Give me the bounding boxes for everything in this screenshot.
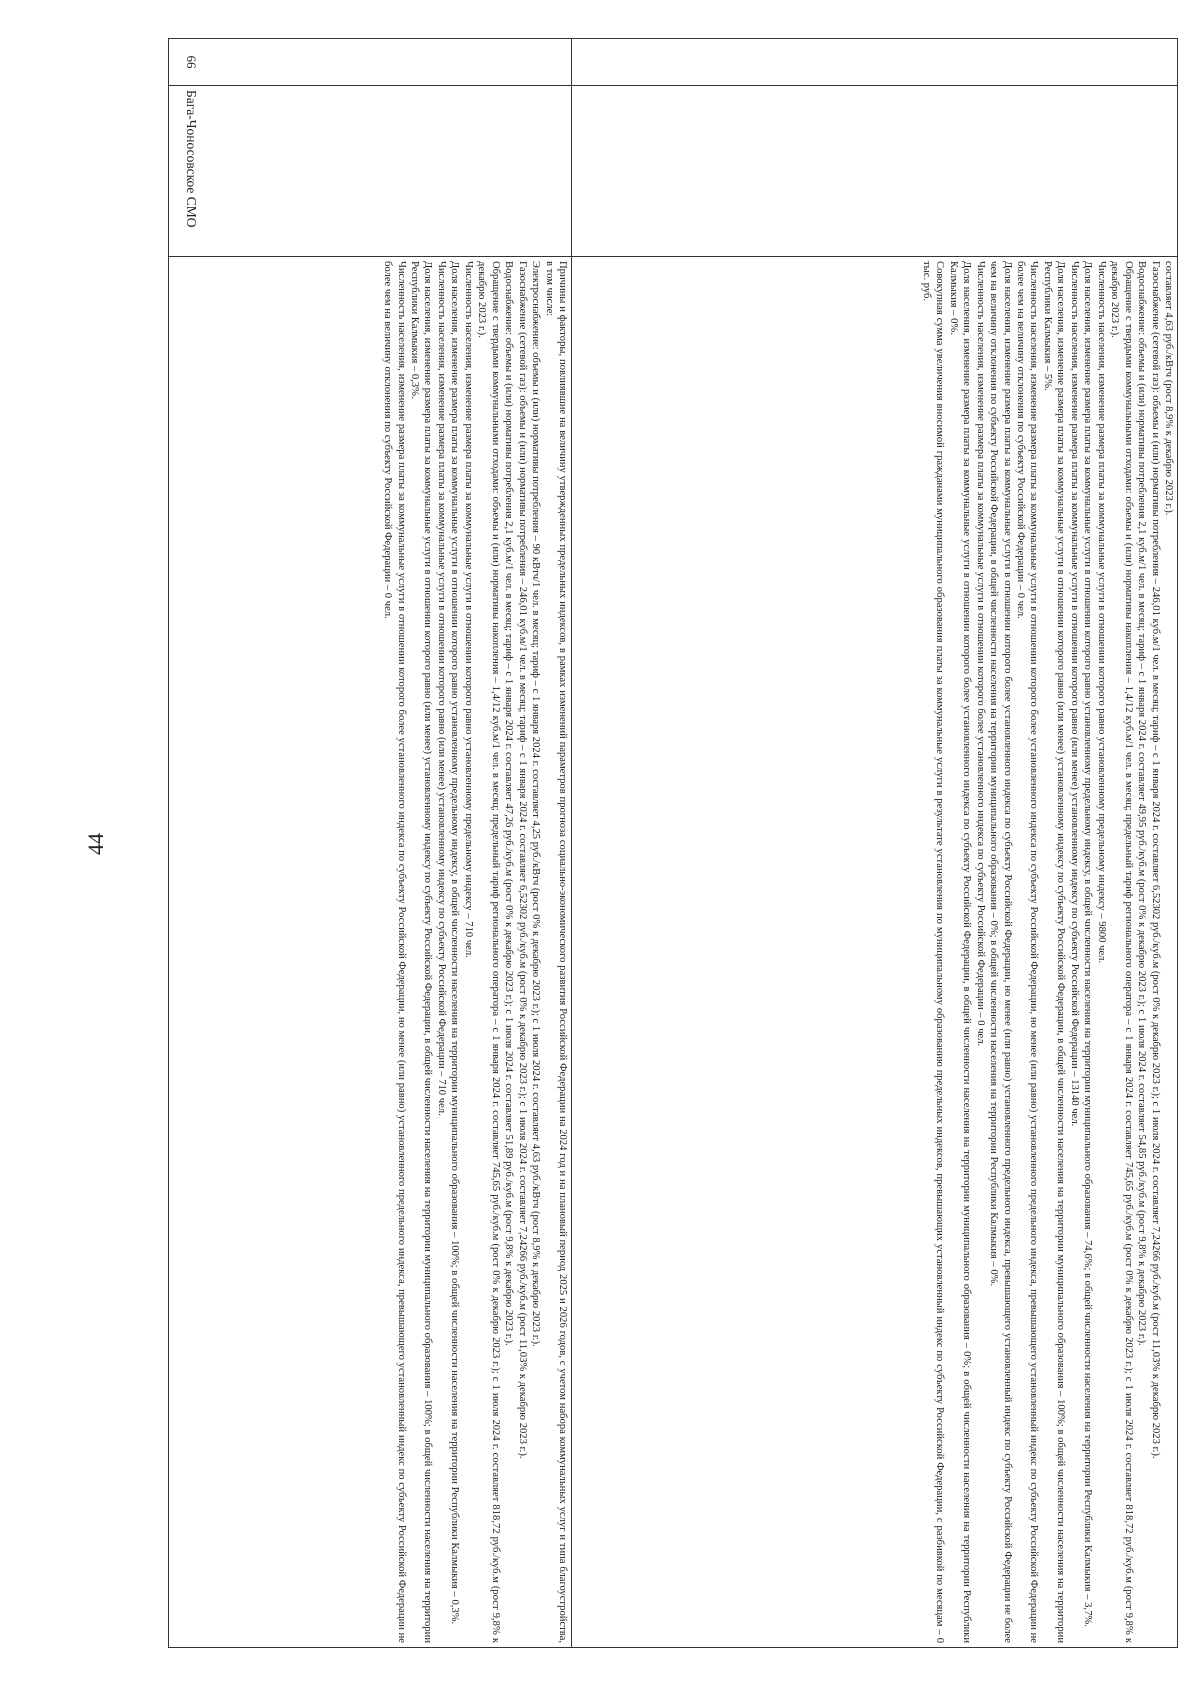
description-line: Численность населения, изменение размера платы за коммунальные услуги в отношении которого более установленного индекса по субъекту Российской Федерации, но менее (или равно) установленного предельного индекса, превышающего установленный индекс по субъекту Российской Федерации не более чем на величину отклонения по субъекту Российской Федерации – 0 чел. xyxy=(382,261,407,1643)
description-line: Водоснабжение: объемы и (или) нормативы потребления 2,1 куб.м/1 чел. в месяц; тариф – с 1 января 2024 г. составляет 47,26 руб./куб.м (рост 0% к декабрю 2023 г.); с 1 июля 2024 г. составляет 51,89 руб./куб.м (рост 9,8% к декабрю 2023 г.). xyxy=(503,261,515,1346)
description-line: Доля населения, изменение размера платы за коммунальные услуги в отношении которого равно (или менее) установленному индексу по субъекту Российской Федерации, в общей численности населения на территории муниципального образования – 100%; в общей численности населения на территории Республики Калмыкия – 5%. xyxy=(1041,261,1067,1643)
municipal-indices-table xyxy=(168,38,1178,1648)
description-line: Численность населения, изменение размера платы за коммунальные услуги в отношении которого равно установленному предельному индексу – 9800 чел. xyxy=(1095,261,1107,964)
description-line: составляет 4,63 руб./кВтч (рост 8,9% к декабрю 2023 г.). xyxy=(1163,261,1174,516)
row-number-cell xyxy=(572,39,1178,86)
indices-description-cell xyxy=(169,257,572,1648)
description-line: Доля населения, изменение размера платы за коммунальные услуги в отношении которого равно установленному предельному индексу, в общей численности населения на территории муниципального образования – 100%; в общей численности населения на территории Республики Калмыкия – 0,3%. xyxy=(449,261,461,1625)
description-line: Обращение с твердыми коммунальными отходами: объемы и (или) нормативы накопления – 1,4/12 куб.м/1 чел. в месяц; предельный тариф регионального оператора – с 1 января 2024 г. составляет 745,65 руб./куб.м (рост 0% к декабрю 2023 г.); с 1 июля 2024 г. составляет 818,72 руб./куб.м (рост 9,8% к декабрю 2023 г.). xyxy=(1109,261,1134,1643)
description-line: Причины и факторы, повлиявшие на величину утвержденных предельных индексов, в рамках изменений параметров прогноза социально-экономического развития Российской Федерации на 2024 год и на плановый период 2025 и 2026 годов, с учетом набора коммунальных услуг и типа благоустройства, в том числе: xyxy=(543,261,568,1643)
page-number: 44 xyxy=(83,833,108,855)
rotated-table-container xyxy=(168,38,1178,1648)
description-line: Совокупная сумма увеличения вносимой гражданами муниципального образования платы за коммунальные услуги в результате установления по муниципальному образованию предельных индексов, превышающих установленный индекс по субъекту Российской Федерации, с разбивкой по месяцам – 0 тыс. руб. xyxy=(920,261,946,1643)
table-row xyxy=(169,39,572,1648)
description-line: Газоснабжение (сетевой газ): объемы и (или) нормативы потребления – 246,01 куб.м/1 чел. в месяц; тариф – с 1 января 2024 г. составляет 6,52302 руб./куб.м (рост 0% к декабрю 2023 г.); с 1 июля 2024 г. составляет 7,24266 руб./куб.м (рост 11,03% к декабрю 2023 г.). xyxy=(1149,261,1161,1459)
description-line: Электроснабжение: объемы и (или) нормативы потребления – 90 кВтч/1 чел. в месяц; тариф – с 1 января 2024 г. составляет 4,25 руб./кВтч (рост 0% к декабрю 2023 г.); с 1 июля 2024 г. составляет 4,63 руб./кВтч (рост 8,9% к декабрю 2023 г.). xyxy=(530,261,542,1347)
description-line: Обращение с твердыми коммунальными отходами: объемы и (или) нормативы накопления – 1,4/12 куб.м/1 чел. в месяц; предельный тариф регионального оператора – с 1 января 2024 г. составляет 745,65 руб./куб.м (рост 0% к декабрю 2023 г.); с 1 июля 2024 г. составляет 818,72 руб./куб.м (рост 9,8% к декабрю 2023 г.). xyxy=(476,261,501,1643)
description-line: Численность населения, изменение размера платы за коммунальные услуги в отношении которого равно (или менее) установленному индексу по субъекту Российской Федерации – 13140 чел. xyxy=(1068,261,1080,1127)
description-line: Численность населения, изменение размера платы за коммунальные услуги в отношении которого более установленного индекса по субъекту Российской Федерации, но менее (или равно) установленного предельного индекса, превышающего установленный индекс по субъекту Российской Федерации не более чем на величину отклонения по субъекту Российской Федерации – 0 чел. xyxy=(1015,261,1040,1643)
description-line: Доля населения, изменение размера платы за коммунальные услуги в отношении которого равно (или менее) установленному индексу по субъекту Российской Федерации, в общей численности населения на территории муниципального образования – 100%; в общей численности населения на территории Республики Калмыкия – 0,3%. xyxy=(409,261,434,1643)
description-line: Численность населения, изменение размера платы за коммунальные услуги в отношении которого равно (или менее) установленному индексу по субъекту Российской Федерации – 710 чел. xyxy=(435,261,447,1116)
description-line: Доля населения, изменение размера платы за коммунальные услуги в отношении которого более установленного индекса по субъекту Российской Федерации, в общей численности населения на территории муниципального образования – 0%; в общей численности населения на территории Республики Калмыкия – 0%. xyxy=(947,261,973,1643)
table-row xyxy=(572,39,1178,1648)
row-number-cell: 66 xyxy=(169,39,572,86)
description-line: Численность населения, изменение размера платы за коммунальные услуги в отношении которого более установленного индекса по субъекту Российской Федерации – 0 чел. xyxy=(974,261,986,1047)
indices-description-cell xyxy=(572,257,1178,1648)
description-line: Водоснабжение: объемы и (или) нормативы потребления 2,1 куб.м/1 чел. в месяц; тариф – с 1 января 2024 г. составляет 49,95 руб./куб.м (рост 0% к декабрю 2023 г.); с 1 июля 2024 г. составляет 54,85 руб./куб.м (рост 9,8% к декабрю 2023 г.). xyxy=(1136,261,1148,1346)
municipality-name-cell: Бага-Чоносовское СМО xyxy=(169,86,572,257)
description-line: Газоснабжение (сетевой газ): объемы и (или) нормативы потребления – 246,01 куб.м/1 чел. в месяц; тариф – с 1 января 2024 г. составляет 6,52302 руб./куб.м (рост 0% к декабрю 2023 г.); с 1 июля 2024 г. составляет 7,24266 руб./куб.м (рост 11,03% к декабрю 2023 г.). xyxy=(516,261,528,1459)
description-line: Доля населения, изменение размера платы за коммунальные услуги в отношении которого равно установленному предельному индексу, в общей численности населения на территории муниципального образования – 74,6%; в общей численности населения на территории Республики Калмыкия – 3,7%. xyxy=(1082,261,1094,1627)
description-line: Численность населения, изменение размера платы за коммунальные услуги в отношении которого равно установленному предельному индексу – 710 чел. xyxy=(462,261,474,958)
municipality-name-cell xyxy=(572,86,1178,257)
description-line: Доля населения, изменение размера платы за коммунальные услуги в отношении которого более установленного индекса по субъекту Российской Федерации, но менее (или равно) установленного предельного индекса, превышающего установленный индекс по субъекту Российской Федерации не более чем на величину отклонения по субъекту Российской Федерации, в общей численности населения на территории муниципального образования – 0%; в общей численности населения на территории Республики Калмыкия – 0%. xyxy=(988,261,1013,1643)
